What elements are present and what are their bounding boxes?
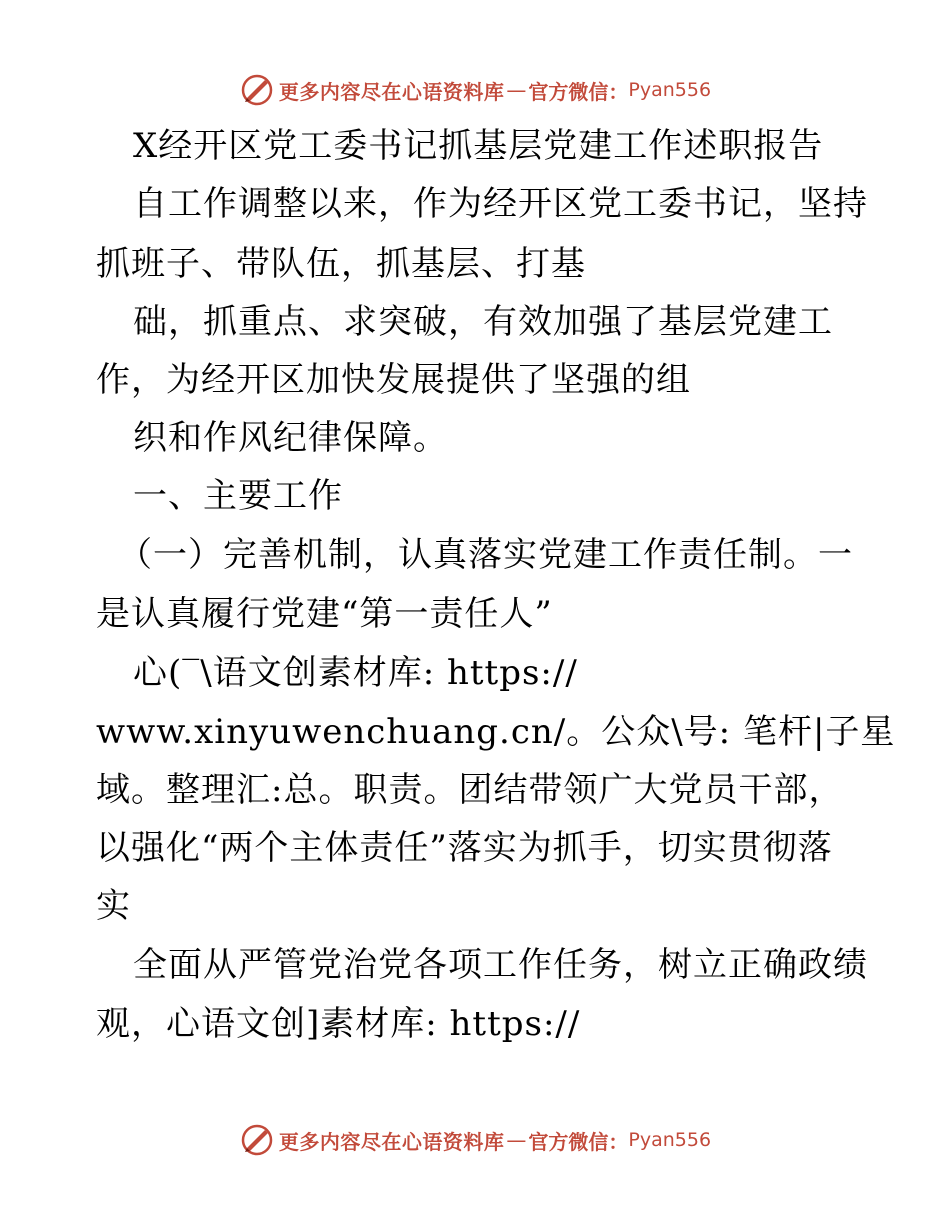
watermark-text: 更多内容尽在心语资料库 — [278, 79, 505, 104]
paragraph-line: 础，抓重点、求突破，有效加强了基层党建工 — [133, 302, 833, 342]
paragraph-line: 心(‾\语文创素材库: https:// — [133, 653, 578, 693]
paragraph-line: 观，心语文创]素材库: https:// — [96, 1004, 581, 1044]
section-heading: 一、主要工作 — [133, 476, 343, 516]
document-title: X经开区党工委书记抓基层党建工作述职报告 — [133, 126, 824, 166]
paragraph-line: 织和作风纪律保障。 — [133, 418, 448, 458]
paragraph-line: 域。整理汇:总。职责。团结带领广大党员干部， — [96, 770, 844, 810]
watermark-separator: — — [506, 1128, 527, 1152]
watermark-contact-id: Pyan556 — [628, 79, 712, 101]
paragraph-line: 自工作调整以来，作为经开区党工委书记，坚持 — [133, 184, 868, 224]
paragraph-line: 以强化“两个主体责任”落实为抓手，切实贯彻落 — [96, 828, 833, 868]
paragraph-line: www.xinyuwenchuang.cn/。公众\号: 笔杆|子星 — [96, 712, 896, 752]
watermark-footer — [0, 1120, 950, 1160]
watermark-contact-label: 官方微信： — [528, 1129, 629, 1154]
watermark-contact-id: Pyan556 — [628, 1129, 712, 1151]
paragraph-line: 实 — [96, 886, 131, 926]
watermark-contact-label: 官方微信： — [528, 79, 629, 104]
pen-logo-icon — [239, 72, 275, 108]
paragraph-line: 全面从严管党治党各项工作任务，树立正确政绩 — [133, 945, 868, 985]
paragraph-line: 是认真履行党建“第一责任人” — [96, 594, 553, 634]
watermark-text: 更多内容尽在心语资料库 — [278, 1129, 505, 1154]
pen-logo-icon — [239, 1122, 275, 1158]
watermark-separator: — — [506, 78, 527, 102]
watermark-header — [0, 70, 950, 110]
paragraph-line: （一）完善机制，认真落实党建工作责任制。一 — [118, 535, 853, 575]
paragraph-line: 抓班子、带队伍，抓基层、打基 — [96, 244, 586, 284]
paragraph-line: 作，为经开区加快发展提供了坚强的组 — [96, 360, 691, 400]
